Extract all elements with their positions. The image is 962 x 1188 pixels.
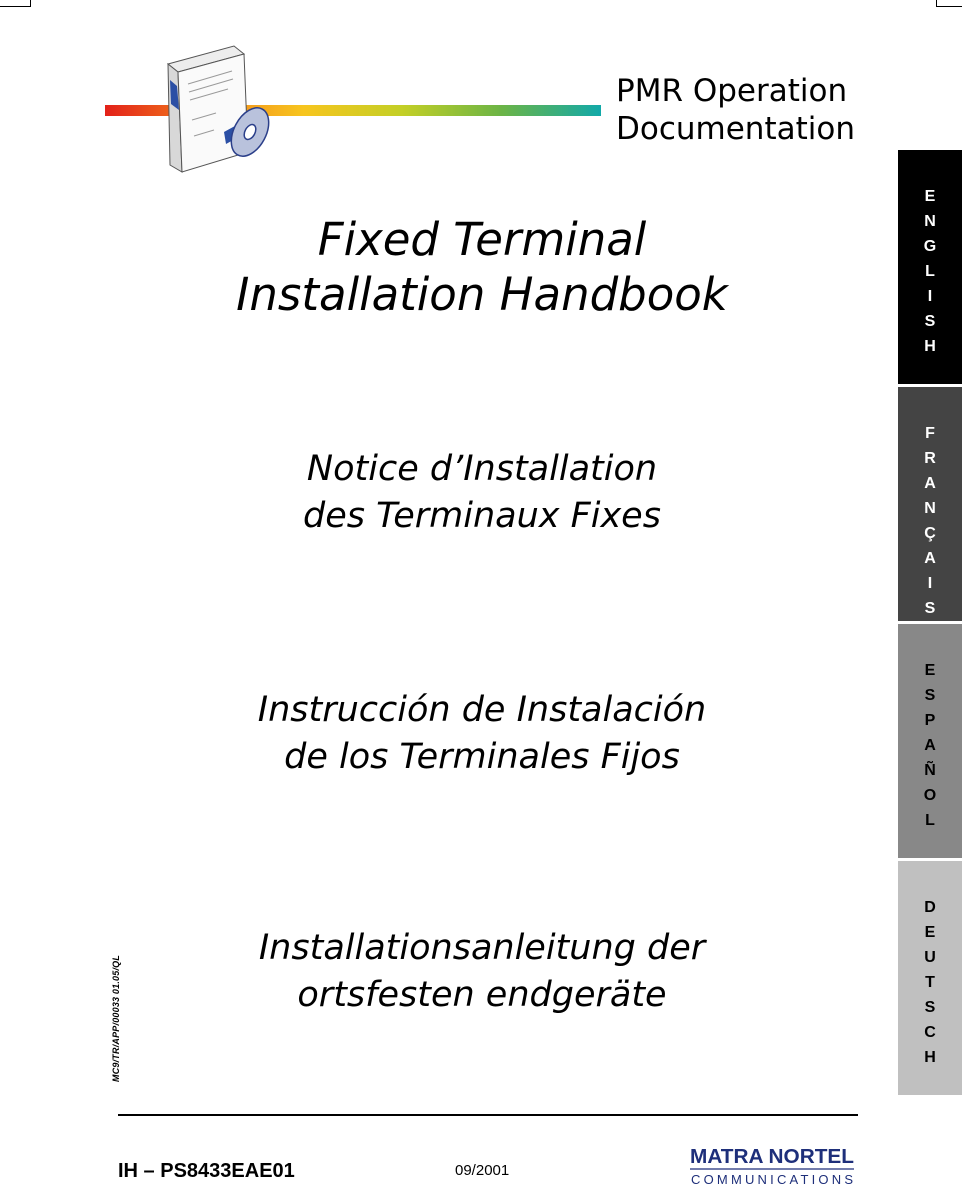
tab-english[interactable]	[898, 150, 962, 384]
tab-espanol[interactable]	[898, 624, 962, 858]
tab-letter: L	[925, 812, 935, 829]
tab-letter: S	[924, 999, 936, 1016]
tab-letter: F	[925, 425, 935, 442]
tab-letter: S	[924, 600, 936, 617]
logo-division: COMMUNICATIONS	[691, 1172, 853, 1187]
crop-mark-top-right	[936, 6, 962, 7]
tab-letter: D	[924, 899, 936, 916]
tab-letter: C	[924, 1024, 936, 1041]
tab-deutsch[interactable]	[898, 861, 962, 1095]
header-title	[616, 72, 876, 148]
logo-company: MATRA NORTEL	[690, 1146, 854, 1168]
tab-letter: A	[924, 737, 936, 754]
tab-francais[interactable]	[898, 387, 962, 621]
tab-letter: E	[924, 188, 936, 205]
tab-letter: A	[924, 475, 936, 492]
tab-letter: U	[924, 949, 936, 966]
header-title-line-1: PMR Operation	[616, 73, 848, 109]
tab-letter: I	[927, 288, 933, 305]
title-german-line-2: ortsfesten endgeräte	[297, 975, 667, 1015]
title-spanish-line-1: Instrucción de Instalación	[257, 690, 707, 730]
tab-letter: H	[924, 1049, 936, 1066]
binder-cd-illustration	[152, 40, 282, 175]
side-reference-code: MC9/TR/APP/00033 01.05/QL	[111, 954, 121, 1082]
tab-letter: A	[924, 550, 936, 567]
tab-letter: O	[923, 787, 937, 804]
title-german	[180, 925, 784, 1019]
tab-letter: G	[923, 238, 937, 255]
tab-letter: S	[924, 687, 936, 704]
tab-letter: T	[925, 974, 935, 991]
tab-letter: R	[924, 450, 936, 467]
tab-letter: I	[927, 575, 933, 592]
tab-letter: L	[925, 263, 935, 280]
tab-letter: N	[924, 500, 936, 517]
matra-nortel-logo	[688, 1144, 858, 1188]
title-german-line-1: Installationsanleitung der	[258, 928, 706, 968]
document-date: 09/2001	[455, 1162, 510, 1179]
crop-mark-top-left	[0, 6, 30, 7]
title-spanish-line-2: de los Terminales Fijos	[284, 737, 680, 777]
tab-letter: P	[924, 712, 936, 729]
title-french	[180, 446, 784, 540]
crop-mark-top-right-v	[936, 0, 937, 7]
title-french-line-2: des Terminaux Fixes	[303, 496, 661, 536]
title-spanish	[180, 687, 784, 781]
tab-letter: H	[924, 338, 936, 355]
tab-letter: Ç	[924, 525, 936, 542]
title-english-line-2: Installation Handbook	[236, 268, 728, 321]
footer-rule	[118, 1114, 858, 1116]
tab-letter: S	[924, 313, 936, 330]
title-english-line-1: Fixed Terminal	[317, 213, 647, 266]
document-reference: IH – PS8433EAE01	[118, 1160, 295, 1182]
tab-letter: Ñ	[924, 762, 936, 779]
crop-mark-top-left-v	[30, 0, 31, 7]
tab-letter: E	[924, 924, 936, 941]
tab-letter: E	[924, 662, 936, 679]
tab-letter: N	[924, 213, 936, 230]
title-french-line-1: Notice d’Installation	[306, 449, 658, 489]
title-english	[180, 212, 784, 322]
header-title-line-2: Documentation	[616, 111, 855, 147]
